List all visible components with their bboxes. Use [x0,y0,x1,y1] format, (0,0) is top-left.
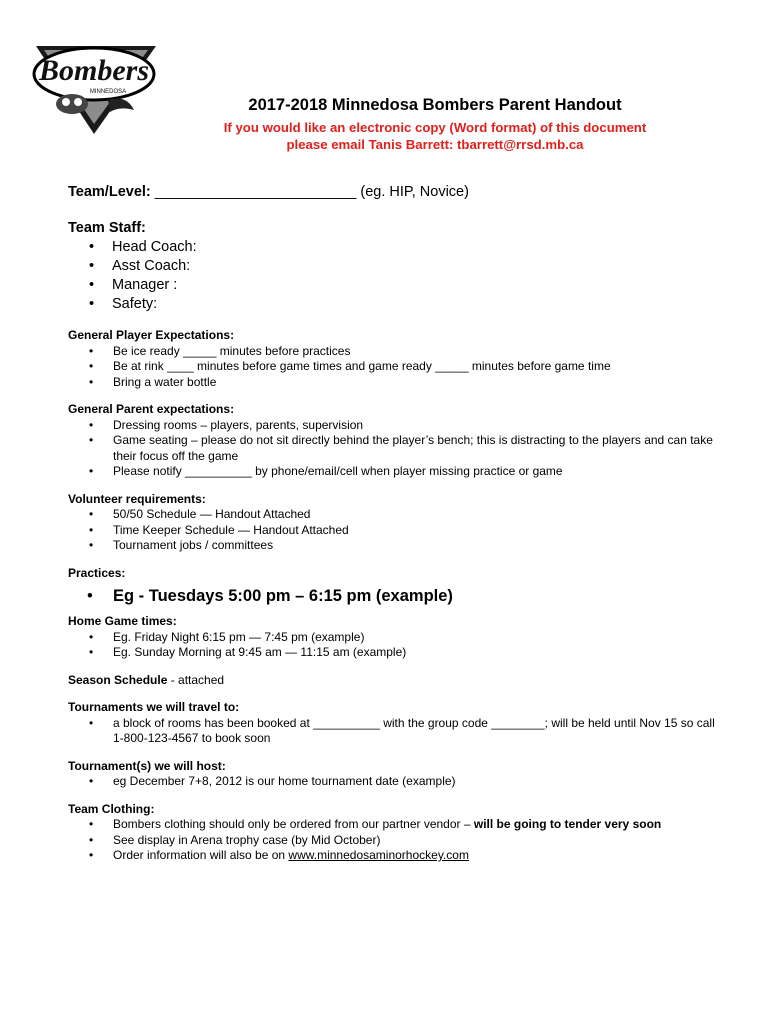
team-level-blank: _________________________ [154,184,357,200]
bombers-logo [30,38,160,136]
list-item: • Bring a water bottle [68,375,718,391]
list-item: • Eg. Sunday Morning at 9:45 am — 11:15 am (example) [68,645,718,661]
tournaments-travel-heading: Tournaments we will travel to: [68,700,240,714]
minor-hockey-website-link[interactable]: www.minnedosaminorhockey.com [288,848,469,862]
list-item: • Please notify __________ by phone/email/cell when player missing practice or game [68,464,718,480]
list-item: • 50/50 Schedule — Handout Attached [68,507,718,523]
document-header [160,95,710,153]
list-item: • Bombers clothing should only be ordered from our partner vendor – will be going to tender very soon [68,817,718,833]
list-item: • a block of rooms has been booked at __________ with the group code ________; will be held until Nov 15 so call 1-800-123-4567 to book soon [68,716,718,747]
document-title: 2017-2018 Minnedosa Bombers Parent Handout [248,96,622,114]
list-item: • Manager : [68,276,718,295]
tournaments-host-heading: Tournament(s) we will host: [68,758,226,773]
season-schedule-note: - attached [167,672,225,687]
list-item: • Order information will also be on www.minnedosaminorhockey.com [68,848,718,864]
parent-expectations-list [68,418,718,480]
list-item: • Asst Coach: [68,257,718,276]
logo-subtext: MINNEDOSA [89,89,127,95]
list-item: • Safety: [68,295,718,314]
player-expectations-heading: General Player Expectations: [68,328,235,342]
list-item: • Time Keeper Schedule — Handout Attached [68,523,718,539]
list-item: • Be at rink ____ minutes before game times and game ready _____ minutes before game time [68,359,718,375]
team-staff-list [68,238,718,314]
tournaments-travel-list [68,716,718,747]
electronic-copy-note: If you would like an electronic copy (Word format) of this document [223,120,647,135]
logo-text: Bombers [38,54,150,87]
player-expectations-list [68,344,718,391]
tournaments-host-list [68,774,718,790]
logo-mascot [56,94,88,114]
document-body [68,184,718,864]
list-item: • See display in Arena trophy case (by Mid October) [68,833,718,849]
parent-expectations-heading: General Parent expectations: [68,402,235,416]
list-item: • Game seating – please do not sit directly behind the player’s bench; this is distracting to the players and can take their focus off the game [68,433,718,464]
team-clothing-list [68,817,718,864]
volunteer-heading: Volunteer requirements: [68,491,206,506]
team-level-hint: (eg. HIP, Novice) [356,184,469,200]
team-clothing-heading: Team Clothing: [68,801,155,816]
list-item: • Eg - Tuesdays 5:00 pm – 6:15 pm (example) [68,584,718,608]
season-schedule-line [68,673,718,689]
team-level-line [68,184,718,200]
home-games-heading: Home Game times: [68,614,177,628]
practices-list [68,584,718,608]
list-item: • Dressing rooms – players, parents, supervision [68,418,718,434]
practices-heading: Practices: [68,565,126,580]
volunteer-list [68,507,718,554]
email-contact-note: please email Tanis Barrett: tbarrett@rrsd.mb.ca [286,137,584,152]
list-item: • Tournament jobs / committees [68,538,718,554]
home-games-list [68,630,718,661]
list-item: • Be ice ready _____ minutes before practices [68,344,718,360]
list-item: • eg December 7+8, 2012 is our home tournament date (example) [68,774,718,790]
team-staff-heading: Team Staff: [68,220,146,236]
list-item: • Eg. Friday Night 6:15 pm — 7:45 pm (example) [68,630,718,646]
team-level-label: Team/Level: [68,184,155,200]
list-item: • Head Coach: [68,238,718,257]
season-schedule-heading: Season Schedule [68,672,168,687]
